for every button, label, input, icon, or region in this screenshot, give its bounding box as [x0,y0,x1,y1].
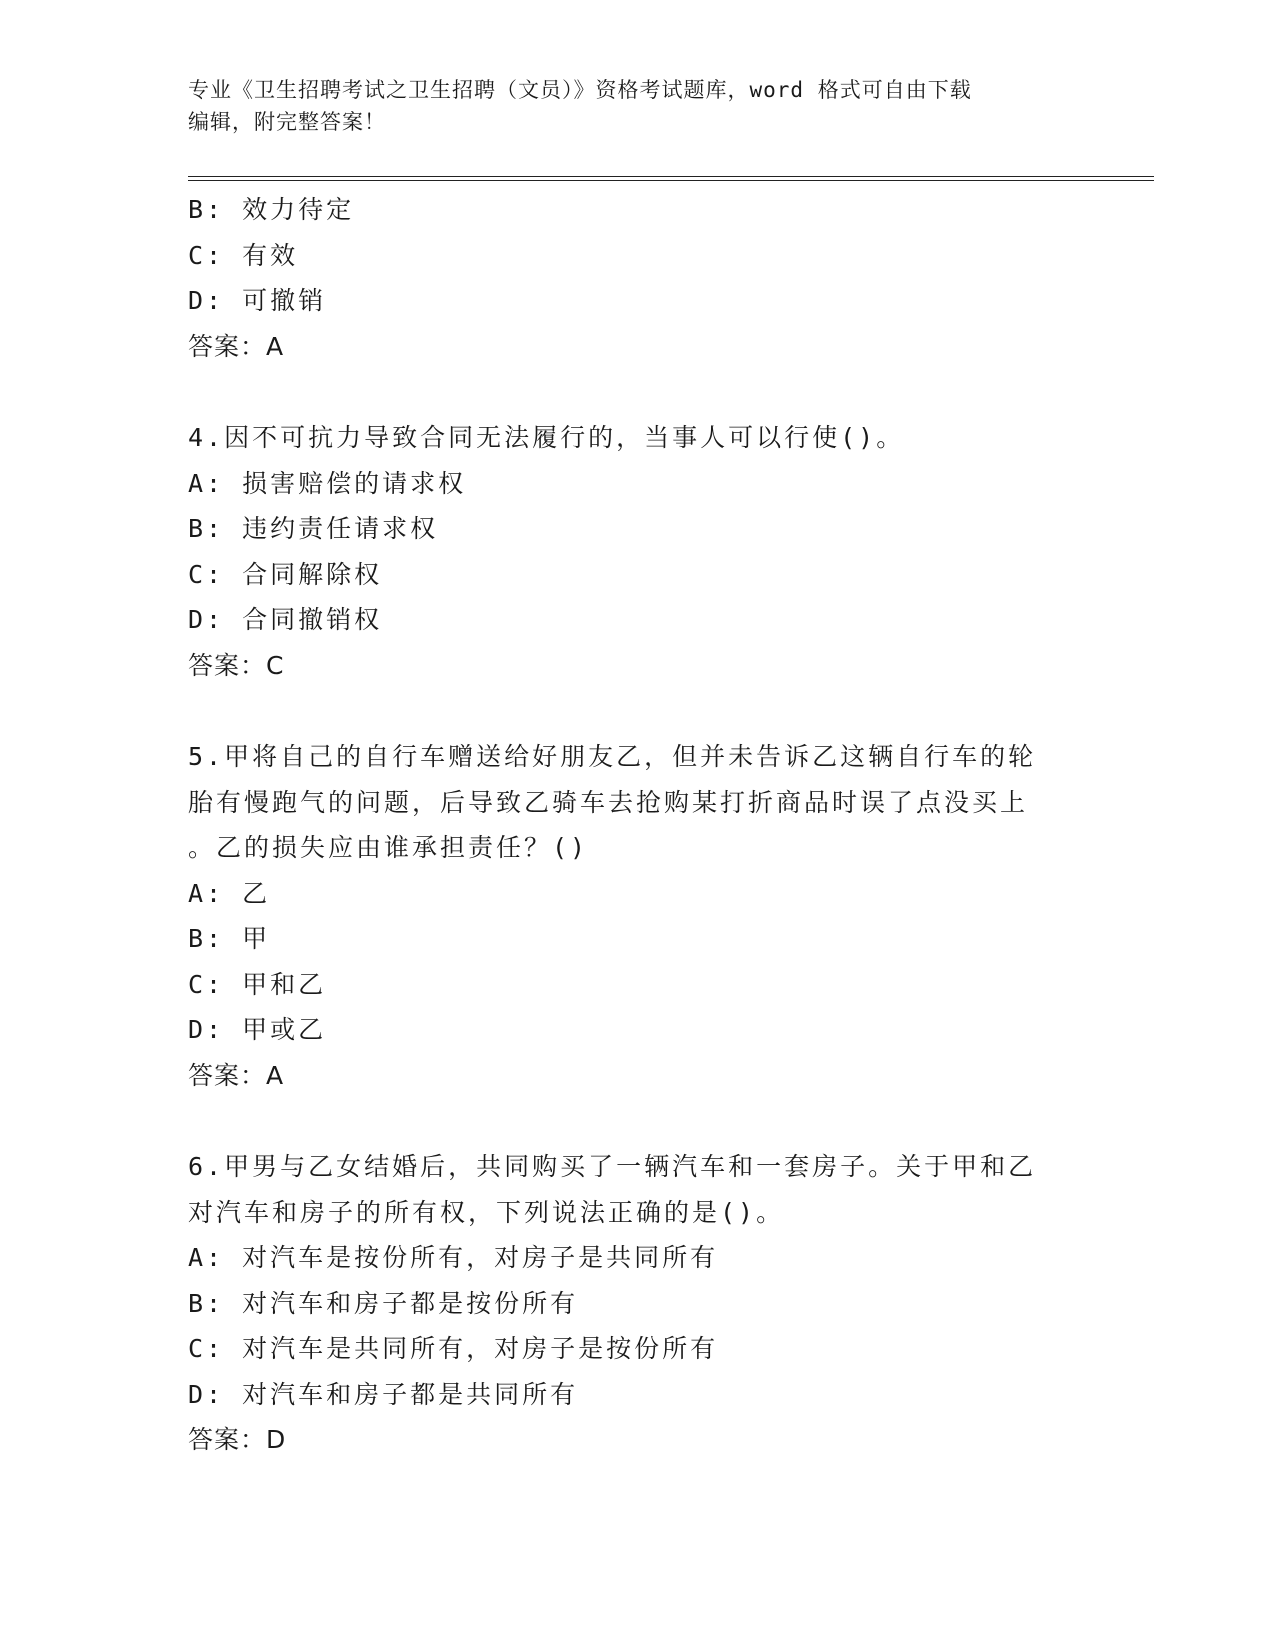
option-b: B: 对汽车和房子都是按份所有 [188,1288,579,1318]
option-a: A: 损害赔偿的请求权 [188,468,467,498]
question-stem: 6.甲男与乙女结婚后，共同购买了一辆汽车和一套房子。关于甲和乙 [188,1152,1037,1181]
question-stem: 对汽车和房子的所有权，下列说法正确的是()。 [188,1197,785,1227]
option-c: C: 有效 [188,240,299,270]
answer-line: 答案：C [188,650,285,680]
header-title-line-2: 编辑，附完整答案！ [188,110,386,134]
question-stem: 5.甲将自己的自行车赠送给好朋友乙，但并未告诉乙这辆自行车的轮 [188,742,1037,771]
question-list [188,187,1088,1463]
question-5 [188,734,1088,1098]
option-c: C: 对汽车是共同所有，对房子是按份所有 [188,1334,719,1363]
answer-line: 答案：A [188,331,285,361]
question-4 [188,415,1088,688]
question-stem: 。乙的损失应由谁承担责任？() [188,833,589,862]
question-stem: 胎有慢跑气的问题，后导致乙骑车去抢购某打折商品时误了点没买上 [188,787,1029,817]
header-divider [188,176,1154,181]
answer-line: 答案：A [188,1060,285,1090]
question-3-continued [188,187,1088,369]
option-c: C: 合同解除权 [188,559,383,589]
option-d: D: 合同撤销权 [188,605,383,634]
question-stem: 4.因不可抗力导致合同无法履行的，当事人可以行使()。 [188,423,905,452]
option-a: A: 对汽车是按份所有，对房子是共同所有 [188,1243,719,1272]
question-6 [188,1144,1088,1463]
option-b: B: 违约责任请求权 [188,514,439,543]
option-b: B: 甲 [188,924,271,953]
header-title-line-1: 专业《卫生招聘考试之卫生招聘（文员）》资格考试题库，word 格式可自由下载 [188,78,972,102]
answer-line: 答案：D [188,1425,287,1454]
option-a: A: 乙 [188,878,271,908]
option-c: C: 甲和乙 [188,969,327,999]
option-d: D: 可撤销 [188,286,327,315]
option-d: D: 对汽车和房子都是共同所有 [188,1379,579,1409]
document-header [188,74,1088,138]
option-d: D: 甲或乙 [188,1015,327,1044]
option-b: B: 效力待定 [188,195,355,224]
